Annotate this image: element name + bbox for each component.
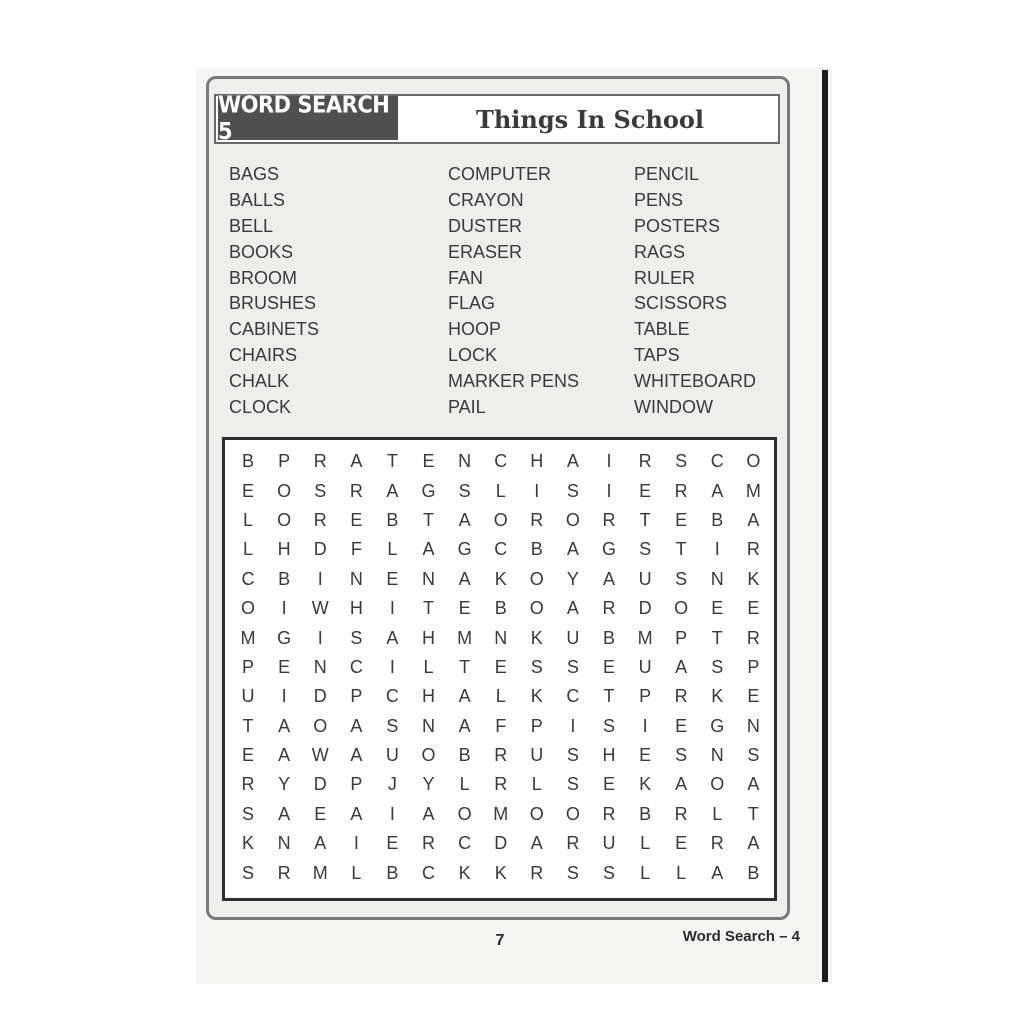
grid-letter[interactable]: P (350, 686, 363, 707)
grid-letter[interactable]: N (422, 715, 436, 736)
grid-letter[interactable]: L (640, 862, 651, 883)
grid-letter[interactable]: R (566, 833, 580, 854)
grid-letter[interactable]: L (712, 803, 723, 824)
grid-letter[interactable]: O (241, 598, 256, 619)
grid-letter[interactable]: P (530, 715, 543, 736)
grid-letter[interactable]: A (278, 745, 291, 766)
word-list-item: BAGS (229, 164, 280, 184)
grid-letter[interactable]: G (277, 627, 292, 648)
grid-letter[interactable]: N (458, 451, 472, 472)
grid-letter[interactable]: D (494, 833, 508, 854)
grid-letter[interactable]: A (386, 627, 399, 648)
word-list-item: FAN (448, 267, 484, 288)
grid-letter[interactable]: H (422, 627, 436, 648)
grid-letter[interactable]: T (386, 451, 398, 472)
word-list-item: LOCK (448, 345, 498, 366)
grid-letter[interactable]: N (494, 627, 508, 648)
grid-letter[interactable]: A (458, 509, 471, 530)
grid-letter[interactable]: J (387, 774, 397, 795)
grid-letter[interactable]: O (565, 509, 580, 530)
grid-letter[interactable]: S (566, 774, 579, 795)
word-list-column-2 (448, 162, 579, 421)
grid-letter[interactable]: A (278, 715, 291, 736)
grid-letter[interactable]: R (241, 774, 255, 795)
grid-letter[interactable]: T (242, 715, 254, 736)
grid-letter[interactable]: K (458, 862, 471, 883)
grid-letter[interactable]: A (747, 774, 760, 795)
word-list-item: COMPUTER (448, 164, 551, 184)
grid-letter[interactable]: B (386, 509, 399, 530)
grid-letter[interactable]: R (530, 509, 544, 530)
grid-letter[interactable]: M (312, 862, 328, 883)
grid-letter[interactable]: I (389, 803, 395, 824)
grid-letter[interactable]: S (530, 656, 543, 677)
grid-letter[interactable]: N (710, 745, 724, 766)
grid-letter[interactable]: I (606, 451, 612, 472)
grid-letter[interactable]: L (495, 686, 506, 707)
grid-letter[interactable]: M (637, 627, 653, 648)
word-list-column-3 (634, 162, 756, 421)
grid-letter[interactable]: A (530, 833, 543, 854)
word-list-item: BOOKS (229, 241, 294, 262)
grid-letter[interactable]: C (494, 539, 508, 560)
grid-letter[interactable]: P (747, 656, 760, 677)
grid-letter[interactable]: O (746, 451, 761, 472)
grid-letter[interactable]: E (675, 715, 688, 736)
grid-letter[interactable]: N (313, 656, 327, 677)
page-edge-shadow (822, 70, 828, 982)
grid-letter[interactable]: R (746, 539, 760, 560)
grid-letter[interactable]: B (530, 539, 543, 560)
grid-letter[interactable]: O (529, 598, 544, 619)
grid-letter[interactable]: E (675, 509, 688, 530)
grid-letter[interactable]: Y (278, 774, 291, 795)
word-list-item: CRAYON (448, 189, 524, 210)
book-label: Word Search – 4 (682, 928, 800, 945)
grid-letter[interactable]: R (349, 480, 363, 501)
grid-letter[interactable]: A (711, 480, 724, 501)
grid-letter[interactable]: S (747, 745, 760, 766)
word-list-item: BALLS (229, 189, 286, 210)
grid-letter[interactable]: A (422, 539, 435, 560)
grid-letter[interactable]: K (711, 686, 724, 707)
grid-letter[interactable]: W (311, 745, 329, 766)
grid-letter[interactable]: C (710, 451, 724, 472)
grid-letter[interactable]: S (566, 656, 579, 677)
grid-letter[interactable]: A (314, 833, 327, 854)
grid-letter[interactable]: U (638, 568, 652, 589)
grid-letter[interactable]: A (566, 451, 579, 472)
grid-letter[interactable]: B (602, 627, 615, 648)
grid-letter[interactable]: A (386, 480, 399, 501)
grid-letter[interactable]: A (422, 803, 435, 824)
grid-letter[interactable]: B (458, 745, 471, 766)
grid-letter[interactable]: L (351, 862, 362, 883)
grid-letter[interactable]: A (350, 745, 363, 766)
grid-letter[interactable]: K (639, 774, 652, 795)
grid-letter[interactable]: L (459, 774, 470, 795)
grid-letter[interactable]: K (747, 568, 760, 589)
grid-letter[interactable]: L (243, 509, 254, 530)
grid-letter[interactable]: E (602, 656, 615, 677)
grid-letter[interactable]: E (711, 598, 724, 619)
grid-letter[interactable]: R (602, 803, 616, 824)
grid-letter[interactable]: D (313, 774, 327, 795)
grid-letter[interactable]: L (243, 539, 254, 560)
grid-letter[interactable]: R (313, 509, 327, 530)
grid-letter[interactable]: A (602, 568, 615, 589)
word-list-item: PAIL (448, 397, 486, 418)
grid-letter[interactable]: S (602, 862, 615, 883)
grid-letter[interactable]: I (606, 480, 612, 501)
grid-letter[interactable]: E (639, 745, 652, 766)
grid-letter[interactable]: M (240, 627, 256, 648)
word-list-item: BRUSHES (229, 293, 317, 314)
word-list-item: HOOP (448, 319, 502, 340)
grid-letter[interactable]: O (529, 803, 544, 824)
word-list-item: WINDOW (634, 397, 713, 418)
grid-letter[interactable]: U (602, 833, 616, 854)
word-list-item: CLOCK (229, 397, 292, 418)
word-list-item: MARKER PENS (448, 371, 580, 392)
grid-letter[interactable]: A (747, 833, 760, 854)
grid-letter[interactable]: U (638, 656, 652, 677)
grid-letter[interactable]: O (457, 803, 472, 824)
grid-letter[interactable]: S (458, 480, 471, 501)
grid-letter[interactable]: R (674, 686, 688, 707)
grid-letter[interactable]: N (422, 568, 436, 589)
grid-letter[interactable]: O (565, 803, 580, 824)
grid-letter[interactable]: L (423, 656, 434, 677)
grid-letter[interactable]: L (640, 833, 651, 854)
grid-letter[interactable]: K (494, 568, 507, 589)
grid-letter[interactable]: A (458, 568, 471, 589)
grid-letter[interactable]: H (277, 539, 291, 560)
grid-letter[interactable]: B (494, 598, 507, 619)
grid-letter[interactable]: R (422, 833, 436, 854)
grid-letter[interactable]: T (423, 598, 435, 619)
puzzle-title: Things In School (475, 104, 705, 134)
grid-letter[interactable]: I (281, 686, 287, 707)
word-list-item: CHAIRS (229, 345, 298, 366)
grid-letter[interactable]: H (349, 598, 363, 619)
word-list-item: WHITEBOARD (634, 371, 757, 392)
grid-letter[interactable]: A (566, 598, 579, 619)
grid-letter[interactable]: E (458, 598, 471, 619)
grid-letter[interactable]: T (711, 627, 723, 648)
grid-letter[interactable]: U (530, 745, 544, 766)
grid-letter[interactable]: H (602, 745, 616, 766)
grid-letter[interactable]: F (495, 715, 507, 736)
grid-letter[interactable]: I (317, 627, 323, 648)
grid-letter[interactable]: I (570, 715, 576, 736)
grid-letter[interactable]: A (458, 686, 471, 707)
grid-letter[interactable]: L (387, 539, 398, 560)
grid-letter[interactable]: R (530, 862, 544, 883)
grid-letter[interactable]: L (495, 480, 506, 501)
grid-letter[interactable]: O (421, 745, 436, 766)
grid-letter[interactable]: S (242, 803, 255, 824)
grid-letter[interactable]: O (277, 509, 292, 530)
grid-letter[interactable]: B (711, 509, 724, 530)
grid-letter[interactable]: O (277, 480, 292, 501)
grid-letter[interactable]: O (313, 715, 328, 736)
word-list-item: TABLE (634, 319, 690, 340)
grid-letter[interactable]: I (714, 539, 720, 560)
grid-letter[interactable]: I (534, 480, 540, 501)
word-list-item: PENCIL (634, 164, 700, 184)
grid-letter[interactable]: I (281, 598, 287, 619)
grid-letter[interactable]: N (349, 568, 363, 589)
grid-letter[interactable]: S (566, 745, 579, 766)
grid-letter[interactable]: M (745, 480, 761, 501)
grid-letter[interactable]: Y (422, 774, 435, 795)
grid-letter[interactable]: P (242, 656, 255, 677)
grid-letter[interactable]: I (389, 656, 395, 677)
grid-letter[interactable]: E (350, 509, 363, 530)
word-list-item: RULER (634, 267, 696, 288)
grid-letter[interactable]: U (241, 686, 255, 707)
grid-letter[interactable]: E (278, 656, 291, 677)
grid-letter[interactable]: B (747, 862, 760, 883)
grid-letter[interactable]: H (530, 451, 544, 472)
grid-letter[interactable]: S (314, 480, 327, 501)
grid-letter[interactable]: A (458, 715, 471, 736)
page-number: 7 (495, 932, 505, 949)
puzzle-number-tag: WORD SEARCH 5 (218, 96, 398, 140)
grid-letter[interactable]: A (278, 803, 291, 824)
grid-letter[interactable]: C (422, 862, 436, 883)
word-list-item: PENS (634, 189, 684, 210)
grid-letter[interactable]: S (386, 715, 399, 736)
grid-letter[interactable]: R (674, 480, 688, 501)
grid-letter[interactable]: Y (566, 568, 579, 589)
grid-letter[interactable]: C (349, 656, 363, 677)
grid-letter[interactable]: C (494, 451, 508, 472)
grid-letter[interactable]: M (457, 627, 473, 648)
grid-letter[interactable]: E (422, 451, 435, 472)
grid-letter[interactable]: S (350, 627, 363, 648)
grid-letter[interactable]: S (675, 745, 688, 766)
grid-letter[interactable]: E (747, 686, 760, 707)
grid-letter[interactable]: D (313, 539, 327, 560)
word-list-item: SCISSORS (634, 293, 728, 314)
grid-letter[interactable]: G (421, 480, 436, 501)
grid-letter[interactable]: S (602, 715, 615, 736)
grid-letter[interactable]: C (566, 686, 580, 707)
word-list-item: BROOM (229, 267, 298, 288)
grid-letter[interactable]: R (710, 833, 724, 854)
grid-letter[interactable]: E (494, 656, 507, 677)
grid-letter[interactable]: K (242, 833, 255, 854)
grid-letter[interactable]: B (278, 568, 291, 589)
grid-letter[interactable]: A (350, 803, 363, 824)
grid-letter[interactable]: G (601, 539, 616, 560)
word-list-item: RAGS (634, 241, 686, 262)
grid-letter[interactable]: R (746, 627, 760, 648)
grid-letter[interactable]: S (639, 539, 652, 560)
grid-letter[interactable]: E (639, 480, 652, 501)
grid-letter[interactable]: G (457, 539, 472, 560)
grid-letter[interactable]: S (242, 862, 255, 883)
grid-letter[interactable]: E (602, 774, 615, 795)
grid-letter[interactable]: C (385, 686, 399, 707)
grid-letter[interactable]: T (459, 656, 471, 677)
grid-letter[interactable]: O (529, 568, 544, 589)
grid-letter[interactable]: A (566, 539, 579, 560)
grid-letter[interactable]: U (566, 627, 580, 648)
grid-letter[interactable]: G (710, 715, 725, 736)
grid-letter[interactable]: R (638, 451, 652, 472)
grid-letter[interactable]: R (494, 745, 508, 766)
grid-letter[interactable]: S (566, 862, 579, 883)
grid-letter[interactable]: R (602, 509, 616, 530)
grid-letter[interactable]: R (277, 862, 291, 883)
grid-letter[interactable]: E (675, 833, 688, 854)
grid-letter[interactable]: T (639, 509, 651, 530)
grid-letter[interactable]: U (385, 745, 399, 766)
grid-letter[interactable]: R (602, 598, 616, 619)
grid-letter[interactable]: K (530, 627, 543, 648)
grid-letter[interactable]: B (242, 451, 255, 472)
word-list-column-1 (229, 162, 319, 421)
grid-letter[interactable]: N (277, 833, 291, 854)
grid-letter[interactable]: A (675, 656, 688, 677)
grid-letter[interactable]: S (566, 480, 579, 501)
grid-letter[interactable]: S (675, 451, 688, 472)
grid-letter[interactable]: R (494, 774, 508, 795)
grid-letter[interactable]: O (493, 509, 508, 530)
grid-letter[interactable]: D (313, 686, 327, 707)
word-list-item: ERASER (448, 241, 523, 262)
grid-letter[interactable]: C (458, 833, 472, 854)
grid-letter[interactable]: E (386, 568, 399, 589)
grid-letter[interactable]: F (350, 539, 362, 560)
grid-letter[interactable]: B (386, 862, 399, 883)
grid-letter[interactable]: I (389, 598, 395, 619)
grid-letter[interactable]: I (353, 833, 359, 854)
word-list-item: FLAG (448, 293, 496, 314)
word-list-item: DUSTER (448, 215, 523, 236)
word-list-item: POSTERS (634, 215, 721, 236)
grid-letter[interactable]: S (711, 656, 724, 677)
grid-letter[interactable]: T (747, 803, 759, 824)
word-list-item: BELL (229, 215, 274, 236)
grid-letter[interactable]: A (350, 451, 363, 472)
grid-letter[interactable]: R (674, 803, 688, 824)
grid-letter[interactable]: I (317, 568, 323, 589)
grid-letter[interactable]: K (530, 686, 543, 707)
word-list-item: CABINETS (229, 319, 320, 340)
word-list-item: TAPS (634, 345, 680, 366)
grid-letter[interactable]: P (639, 686, 652, 707)
grid-letter[interactable]: E (242, 480, 255, 501)
grid-letter[interactable]: P (675, 627, 688, 648)
grid-letter[interactable]: E (314, 803, 327, 824)
grid-letter[interactable]: T (675, 539, 687, 560)
grid-letter[interactable]: H (422, 686, 436, 707)
grid-letter[interactable]: A (675, 774, 688, 795)
grid-letter[interactable]: P (278, 451, 291, 472)
grid-letter[interactable]: L (531, 774, 542, 795)
word-list-item: CHALK (229, 371, 290, 392)
grid-letter[interactable]: R (313, 451, 327, 472)
grid-letter[interactable]: M (493, 803, 509, 824)
grid-letter[interactable]: E (386, 833, 399, 854)
grid-letter[interactable]: K (494, 862, 507, 883)
grid-letter[interactable]: O (674, 598, 689, 619)
grid-letter[interactable]: P (350, 774, 363, 795)
grid-letter[interactable]: B (639, 803, 652, 824)
grid-letter[interactable]: S (675, 568, 688, 589)
grid-letter[interactable]: L (676, 862, 687, 883)
grid-letter[interactable]: E (242, 745, 255, 766)
grid-letter[interactable]: E (747, 598, 760, 619)
grid-letter[interactable]: N (710, 568, 724, 589)
grid-letter[interactable]: A (747, 509, 760, 530)
grid-letter[interactable]: T (423, 509, 435, 530)
grid-letter[interactable]: A (350, 715, 363, 736)
grid-letter[interactable]: C (241, 568, 255, 589)
grid-letter[interactable]: W (311, 598, 329, 619)
grid-letter[interactable]: D (638, 598, 652, 619)
grid-letter[interactable]: T (603, 686, 615, 707)
grid-letter[interactable]: A (711, 862, 724, 883)
grid-letter[interactable]: I (642, 715, 648, 736)
grid-letter[interactable]: N (746, 715, 760, 736)
letter-grid (230, 447, 771, 888)
grid-letter[interactable]: O (710, 774, 725, 795)
